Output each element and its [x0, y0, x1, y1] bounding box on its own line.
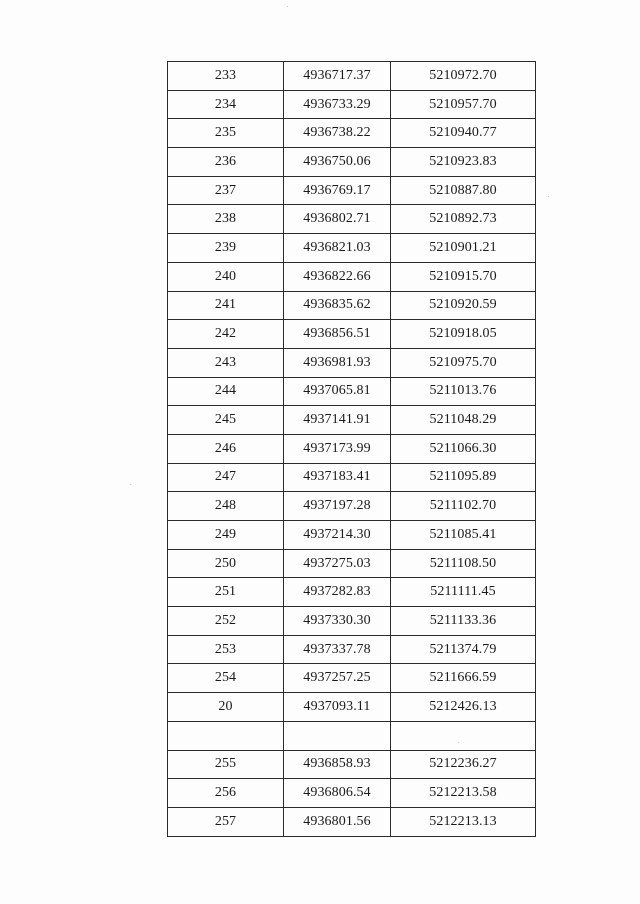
x-coordinate-cell: 4936822.66	[284, 262, 391, 291]
scan-speck	[130, 484, 131, 485]
x-coordinate-cell: 4936801.56	[284, 807, 391, 836]
table-row	[168, 90, 536, 119]
table-row	[168, 348, 536, 377]
table-row	[168, 262, 536, 291]
point-number-cell: 253	[168, 635, 284, 664]
table-row	[168, 291, 536, 320]
table-row	[168, 693, 536, 722]
y-coordinate-cell: 5210918.05	[391, 320, 536, 349]
table-row	[168, 176, 536, 205]
point-number-cell: 249	[168, 521, 284, 550]
x-coordinate-cell: 4936806.54	[284, 779, 391, 808]
x-coordinate-cell: 4936750.06	[284, 148, 391, 177]
y-coordinate-cell: 5210957.70	[391, 90, 536, 119]
y-coordinate-cell: 5211095.89	[391, 463, 536, 492]
coordinate-table	[167, 61, 536, 837]
x-coordinate-cell: 4936858.93	[284, 750, 391, 779]
table-row	[168, 549, 536, 578]
table-row	[168, 62, 536, 91]
point-number-cell: 247	[168, 463, 284, 492]
x-coordinate-cell: 4936717.37	[284, 62, 391, 91]
table-row	[168, 521, 536, 550]
x-coordinate-cell: 4936821.03	[284, 234, 391, 263]
y-coordinate-cell: 5211048.29	[391, 406, 536, 435]
table-row	[168, 664, 536, 693]
y-coordinate-cell: 5210923.83	[391, 148, 536, 177]
point-number-cell: 241	[168, 291, 284, 320]
table-row	[168, 234, 536, 263]
point-number-cell: 243	[168, 348, 284, 377]
table-row	[168, 750, 536, 779]
coordinate-table-body	[168, 62, 536, 837]
table-row	[168, 119, 536, 148]
point-number-cell: 252	[168, 607, 284, 636]
point-number-cell: 20	[168, 693, 284, 722]
y-coordinate-cell: 5211111.45	[391, 578, 536, 607]
x-coordinate-cell: 4937093.11	[284, 693, 391, 722]
point-number-cell: 250	[168, 549, 284, 578]
x-coordinate-cell: 4937282.83	[284, 578, 391, 607]
y-coordinate-cell: 5211374.79	[391, 635, 536, 664]
table-row	[168, 320, 536, 349]
table-row	[168, 779, 536, 808]
x-coordinate-cell: 4937197.28	[284, 492, 391, 521]
point-number-cell: 254	[168, 664, 284, 693]
table-row	[168, 807, 536, 836]
table-row	[168, 492, 536, 521]
point-number-cell: 245	[168, 406, 284, 435]
point-number-cell: 248	[168, 492, 284, 521]
y-coordinate-cell: 5210972.70	[391, 62, 536, 91]
point-number-cell	[168, 721, 284, 750]
point-number-cell: 244	[168, 377, 284, 406]
x-coordinate-cell: 4937065.81	[284, 377, 391, 406]
point-number-cell: 256	[168, 779, 284, 808]
point-number-cell: 242	[168, 320, 284, 349]
point-number-cell: 233	[168, 62, 284, 91]
y-coordinate-cell: 5210915.70	[391, 262, 536, 291]
point-number-cell: 239	[168, 234, 284, 263]
scan-speck	[287, 6, 288, 7]
x-coordinate-cell: 4936738.22	[284, 119, 391, 148]
x-coordinate-cell: 4937173.99	[284, 434, 391, 463]
y-coordinate-cell: 5210887.80	[391, 176, 536, 205]
point-number-cell: 246	[168, 434, 284, 463]
table-row	[168, 406, 536, 435]
x-coordinate-cell: 4937275.03	[284, 549, 391, 578]
scan-speck	[548, 196, 549, 197]
x-coordinate-cell: 4937330.30	[284, 607, 391, 636]
table-row	[168, 721, 536, 750]
point-number-cell: 251	[168, 578, 284, 607]
point-number-cell: 236	[168, 148, 284, 177]
x-coordinate-cell	[284, 721, 391, 750]
y-coordinate-cell: 5211066.30	[391, 434, 536, 463]
y-coordinate-cell: 5210901.21	[391, 234, 536, 263]
y-coordinate-cell: 5211102.70	[391, 492, 536, 521]
y-coordinate-cell: 5210920.59	[391, 291, 536, 320]
y-coordinate-cell: 5211133.36	[391, 607, 536, 636]
y-coordinate-cell: 5212236.27	[391, 750, 536, 779]
x-coordinate-cell: 4937257.25	[284, 664, 391, 693]
y-coordinate-cell	[391, 721, 536, 750]
table-row	[168, 377, 536, 406]
y-coordinate-cell: 5210892.73	[391, 205, 536, 234]
point-number-cell: 255	[168, 750, 284, 779]
x-coordinate-cell: 4936856.51	[284, 320, 391, 349]
x-coordinate-cell: 4937337.78	[284, 635, 391, 664]
x-coordinate-cell: 4936802.71	[284, 205, 391, 234]
y-coordinate-cell: 5210940.77	[391, 119, 536, 148]
point-number-cell: 257	[168, 807, 284, 836]
point-number-cell: 240	[168, 262, 284, 291]
point-number-cell: 238	[168, 205, 284, 234]
y-coordinate-cell: 5212213.13	[391, 807, 536, 836]
table-row	[168, 434, 536, 463]
x-coordinate-cell: 4936835.62	[284, 291, 391, 320]
y-coordinate-cell: 5211013.76	[391, 377, 536, 406]
table-row	[168, 578, 536, 607]
y-coordinate-cell: 5211666.59	[391, 664, 536, 693]
table-row	[168, 463, 536, 492]
y-coordinate-cell: 5210975.70	[391, 348, 536, 377]
y-coordinate-cell: 5211085.41	[391, 521, 536, 550]
point-number-cell: 234	[168, 90, 284, 119]
table-row	[168, 205, 536, 234]
table-row	[168, 148, 536, 177]
point-number-cell: 237	[168, 176, 284, 205]
point-number-cell: 235	[168, 119, 284, 148]
table-row	[168, 607, 536, 636]
x-coordinate-cell: 4937141.91	[284, 406, 391, 435]
table-row	[168, 635, 536, 664]
y-coordinate-cell: 5212426.13	[391, 693, 536, 722]
x-coordinate-cell: 4936733.29	[284, 90, 391, 119]
y-coordinate-cell: 5211108.50	[391, 549, 536, 578]
x-coordinate-cell: 4937183.41	[284, 463, 391, 492]
x-coordinate-cell: 4936981.93	[284, 348, 391, 377]
x-coordinate-cell: 4936769.17	[284, 176, 391, 205]
y-coordinate-cell: 5212213.58	[391, 779, 536, 808]
x-coordinate-cell: 4937214.30	[284, 521, 391, 550]
